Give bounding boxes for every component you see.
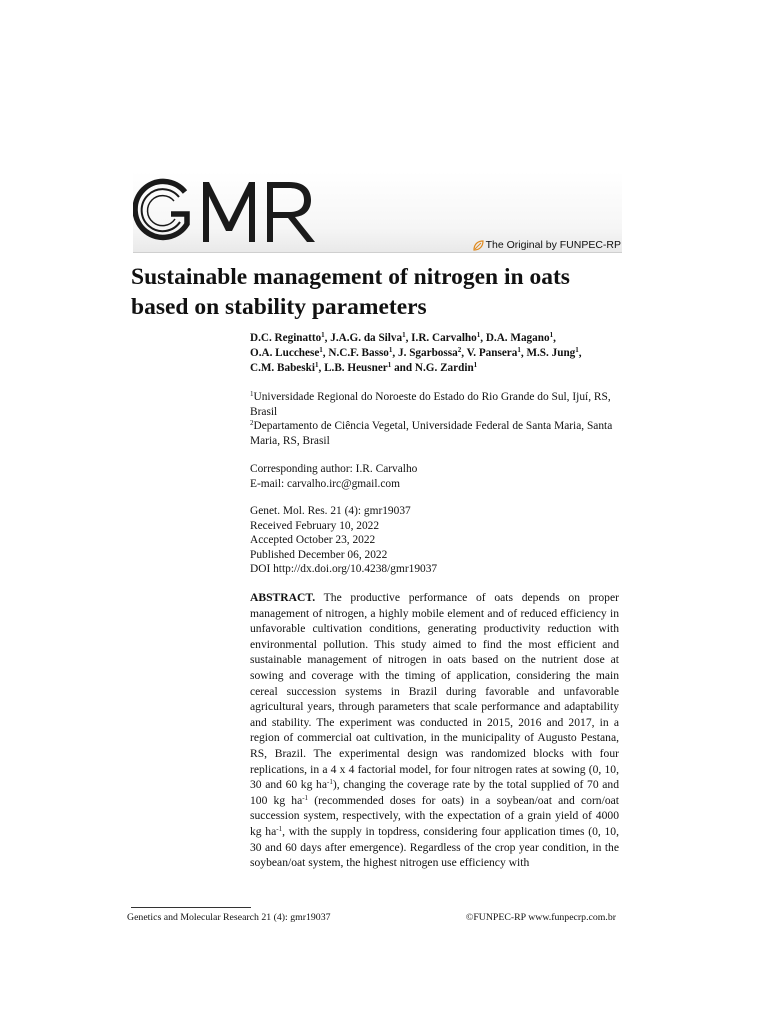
corresponding-email[interactable]: E-mail: carvalho.irc@gmail.com: [250, 477, 400, 490]
corresponding-author-name: Corresponding author: I.R. Carvalho: [250, 463, 418, 475]
accepted-date: Accepted October 23, 2022: [250, 534, 376, 546]
tagline-text: The Original by FUNPEC-RP: [485, 239, 621, 251]
affiliations: [250, 390, 622, 448]
funpec-leaf-icon: [473, 240, 484, 251]
abstract-label: ABSTRACT.: [250, 591, 316, 604]
article-title: Sustainable management of nitrogen in oats based on stability parameters: [131, 264, 570, 320]
journal-citation: Genet. Mol. Res. 21 (4): gmr19037: [250, 505, 411, 517]
footer-journal: Genetics and Molecular Research 21 (4): gmr19037: [127, 912, 331, 923]
affiliation-1: $^1$Universidade Regional do Noroeste do Estado do Rio Grande do Sul, Ijuí, RS, Brasil: [250, 390, 611, 418]
abstract: ABSTRACT. The productive performance of oats depends on proper management of nitrogen, a highly mobile element and of reduced efficiency in unfavorable cultivation conditions, generating productivity reduction with environmental pollution. This study aimed to find the most efficient and sustainable management of nitrogen in oats based on the nutrient dose at sowing and coverage with the timing of application, considering the main cereal succession systems in Brazil during favorable and unfavorable agricultural years, through parameters that scale performance and adaptability and stability. The experiment was conducted in 2015, 2016 and 2017, in a region of commercial oat cultivation, in the municipality of Augusto Pestana, RS, Brazil. The experimental design was randomized blocks with four replications, in a 4 x 4 factorial model, for four nitrogen rates at sowing (0, 10, 30 and 60 kg $ha^{-1}$), changing the coverage rate by the total supplied of 70 and 100 kg $ha^{-1}$ (recommended doses for oats) in a soybean/oat and corn/oat succession system, respectively, with the expectation of a grain yield of 4000 kg $ha^{-1}$, with the supply in topdress, considering four application times (0, 10, 30 and 60 days after emergence). Regardless of the crop year condition, in the soybean/oat system, the highest nitrogen use efficiency with: [250, 591, 620, 870]
doi-link[interactable]: DOI http://dx.doi.org/10.4238/gmr19037: [250, 563, 438, 575]
corresponding-author: [250, 462, 622, 491]
publisher-tagline: [473, 239, 621, 251]
journal-header: [133, 172, 622, 253]
author-list: D.C. Reginatto$^1$, J.A.G. da Silva$^1$, I.R. Carvalho$^1$, D.A. Magano$^1$, O.A. Lucchese$^1$, N.C.F. Basso$^1$, J. Sgarbossa$^2$, V. Pansera$^1$, M.S. Jung$^1$, C.M. Babeski$^1$, L.B. Heusner$^1$ and N.G. Zardin$^1$: [250, 331, 582, 374]
received-date: Received February 10, 2022: [250, 519, 380, 532]
article-metadata: [250, 504, 622, 577]
footer-divider: [131, 907, 251, 908]
gmr-logo: [133, 176, 323, 253]
footer-publisher[interactable]: ©FUNPEC-RP www.funpecrp.com.br: [465, 912, 616, 923]
published-date: Published December 06, 2022: [250, 548, 388, 561]
affiliation-2: $^2$Departamento de Ciência Vegetal, Universidade Federal de Santa Maria, Santa Maria, RS, Brasil: [250, 419, 613, 447]
